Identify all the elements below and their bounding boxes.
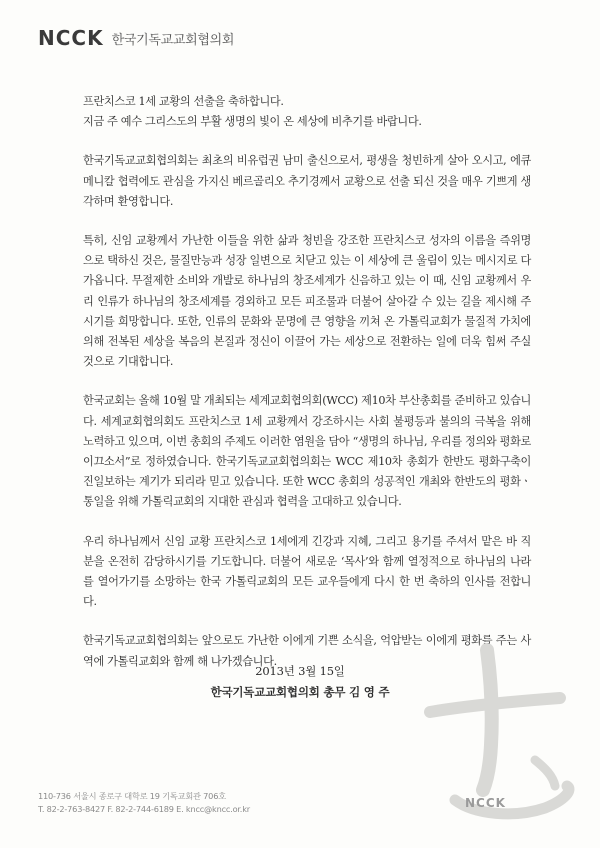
paragraph-name-meaning: 특히, 신임 교황께서 가난한 이들을 위한 삶과 청빈을 강조한 프란치스코 성자의 이름을 즉위명으로 택하신 것은, 물질만능과 성장 일변으로 치닫고 있는 이 세상에 큰 울림이 있는 메시지로 다가옵니다. 무절제한 소비와 개발로 하나님의 창조세계가 신음하고 있는 이 때, 신임 교황께서 우리 인류가 하나님의 창조세계를 경외하고 모든 피조물과 더불어 살아갈 수 있는 길을 제시해 주시기를 희망합니다. 또한, 인류의 문화와 문명에 큰 영향을 끼쳐 온 가톨릭교회가 물질적 가치에 의해 전복된 세상을 복음의 본질과 정신이 이끌어 가는 세상으로 전환하는 일에 더욱 힘써 주실 것으로 기대합니다. [83,234,531,369]
letter-body [83,92,531,672]
footer-phone-email: T. 82-2-763-8427 F. 82-2-744-6189 E. kncc@kncc.or.kr [38,804,250,814]
paragraph-welcome: 한국기독교교회협의회는 최초의 비유럽권 남미 출신으로서, 평생을 청빈하게 살아 오시고, 에큐메니칼 협력에도 관심을 가지신 베르골리오 추기경께서 교황으로 선출 되신 것을 매우 기쁘게 생각하며 환영합니다. [83,154,531,208]
letter-date: 2013년 3월 15일 [255,664,345,678]
paragraph-prayer: 우리 하나님께서 신임 교황 프란치스코 1세에게 긴강과 지혜, 그리고 용기를 주셔서 맡은 바 직분을 온전히 감당하시기를 기도합니다. 더불어 새로운 ‘목사’와 함께 열정적으로 하나님의 나라를 열어가기를 소망하는 한국 가톨릭교회의 모든 교우들에게 다시 한 번 축하의 인사를 전합니다. [83,534,531,609]
footer-address: 110-736 서울시 종로구 대학로 19 기독교회관 706호 [38,791,226,801]
paragraph-wcc-assembly: 한국교회는 올해 10월 말 개최되는 세계교회협의회(WCC) 제10차 부산총회를 준비하고 있습니다. 세계교회협의회도 프란치스코 1세 교황께서 강조하시는 사회 불평등과 불의의 극복을 위해 노력하고 있으며, 이번 총회의 주제도 이러한 염원을 담아 “생명의 하나님, 우리를 정의와 평화로 이끄소서”로 정하였습니다. 한국기독교교회협의회는 WCC 제10차 총회가 한반도 평화구축이 진일보하는 계기가 되리라 믿고 있습니다. 또한 WCC 총회의 성공적인 개최와 한반도의 평화ㆍ통일을 위해 가톨릭교회의 지대한 관심과 협력을 고대하고 있습니다. [83,394,531,509]
org-name: 한국기독교교회협의회 [111,32,235,48]
footer-contact [38,790,250,816]
ncck-logo: NCCK [38,26,104,50]
footer-ncck-logo: NCCK [465,796,506,810]
letterhead [38,26,234,50]
signature-line: 한국기독교교회협의회 총무 김 영 주 [210,685,390,699]
greeting-line-1: 프란치스코 1세 교황의 선출을 축하합니다. [83,95,284,108]
paragraph-closing: 한국기독교교회협의회는 앞으로도 가난한 이에게 기쁜 소식을, 억압받는 이에게 평화를 주는 사역에 가톨릭교회와 함께 해 나가겠습니다. [83,634,531,668]
greeting-line-2: 지금 주 예수 그리스도의 부활 생명의 빛이 온 세상에 비추기를 바랍니다. [83,115,422,129]
